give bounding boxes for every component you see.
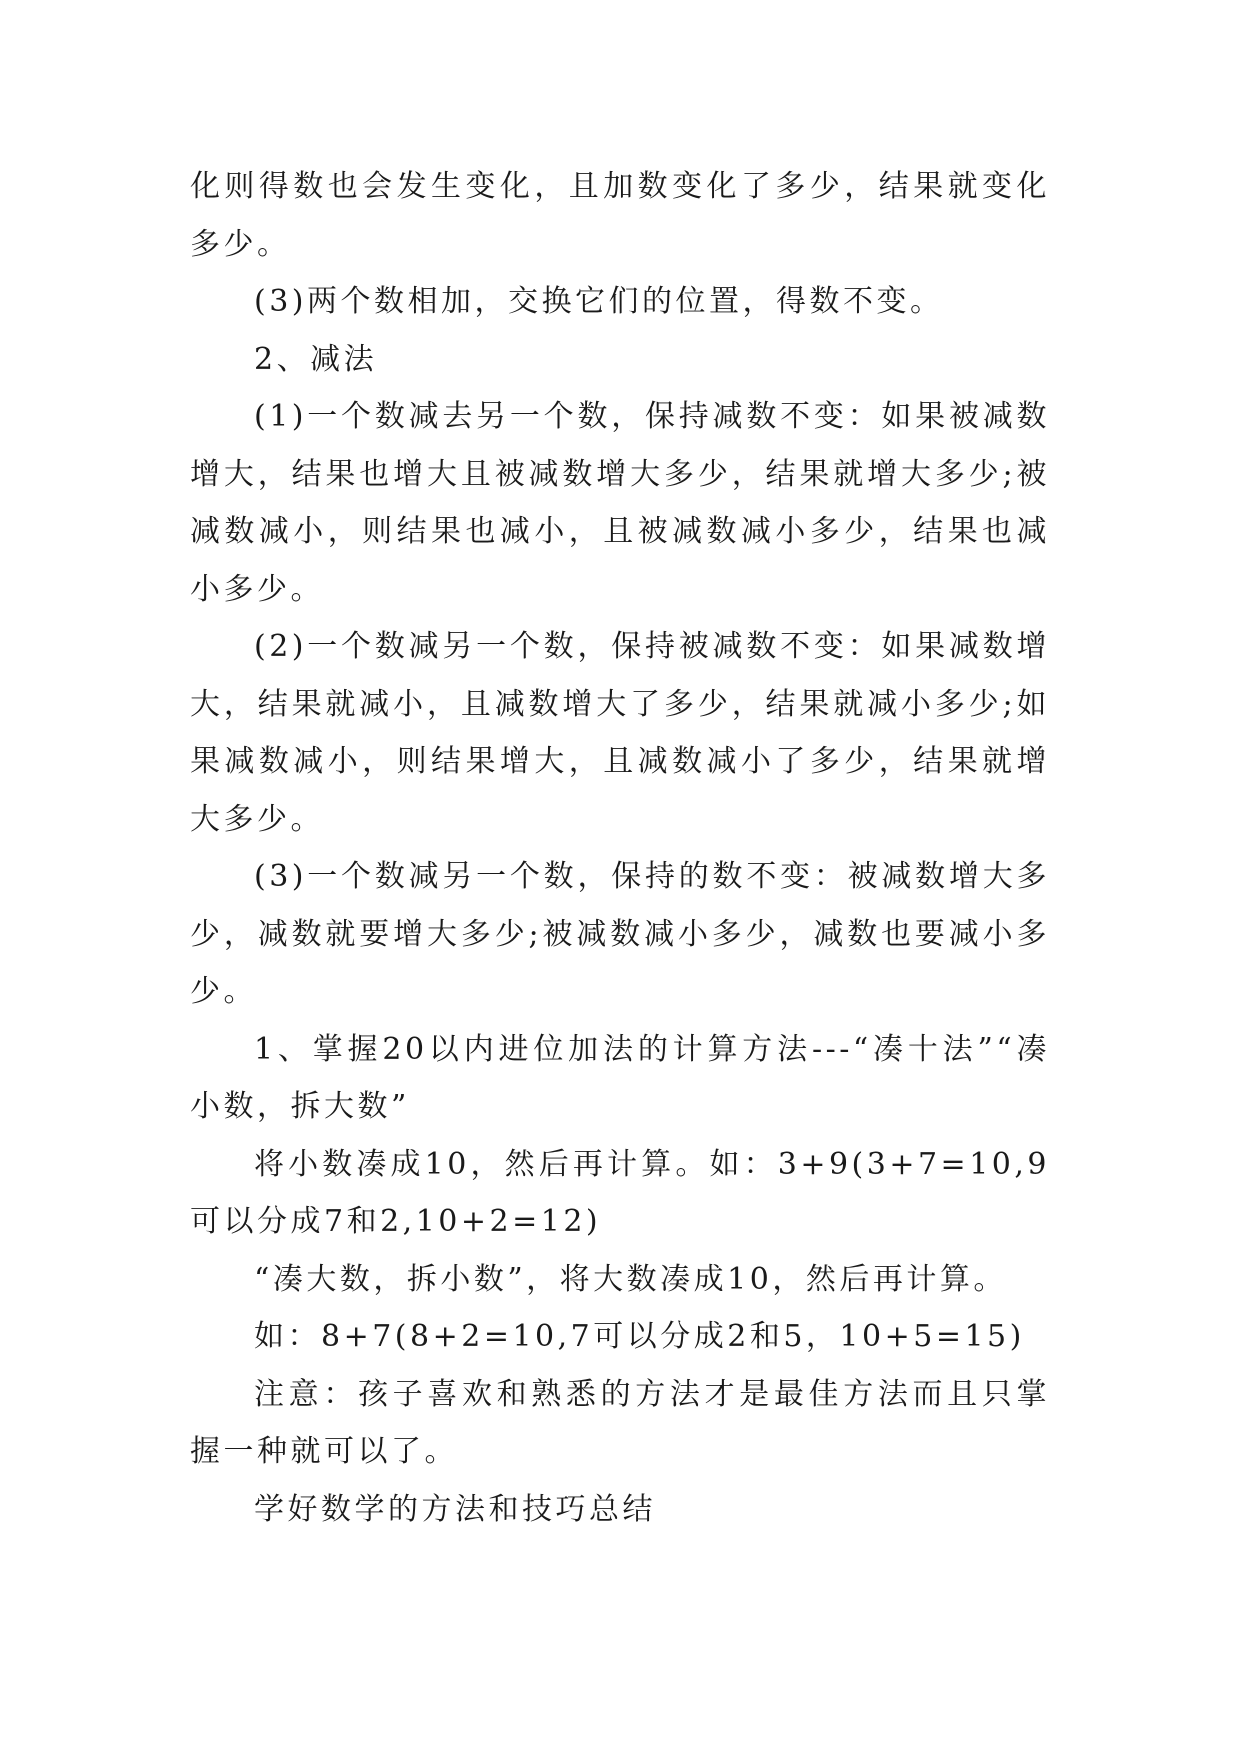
- section-heading-subtraction: 2、减法: [254, 341, 378, 377]
- paragraph-make-ten-large-example: 如：8+7(8+2=10,7可以分成2和5，10+5=15): [254, 1319, 1025, 1354]
- paragraph-subtraction-rule-1: (1)一个数减去另一个数，保持减数不变：如果被减数增大，结果也增大且被减数增大多少，结果就增大多少;被减数减小，则结果也减小，且被减数减小多少，结果也减小多少。: [190, 399, 1050, 607]
- paragraph-make-ten-large: “凑大数，拆小数”，将大数凑成10，然后再计算。: [254, 1261, 1007, 1297]
- paragraph-subtraction-rule-2: (2)一个数减另一个数，保持被减数不变：如果减数增大，结果就减小，且减数增大了多少，结果就减小多少;如果减数减小，则结果增大，且减数减小了多少，结果就增大多少。: [190, 629, 1050, 837]
- paragraph-addition-rule-3: (3)两个数相加，交换它们的位置，得数不变。: [254, 284, 944, 319]
- paragraph-carry-addition-method: 1、掌握20以内进位加法的计算方法---“凑十法”“凑小数，拆大数”: [190, 1031, 1050, 1124]
- paragraph-make-ten-small-example: 将小数凑成10，然后再计算。如：3+9(3+7=10,9可以分成7和2,10+2=12): [190, 1146, 1050, 1239]
- document-body: [190, 158, 1050, 1538]
- paragraph-subtraction-rule-3: (3)一个数减另一个数，保持的数不变：被减数增大多少，减数就要增大多少;被减数减小多少，减数也要减小多少。: [190, 859, 1050, 1009]
- paragraph-closing-title: 学好数学的方法和技巧总结: [254, 1491, 656, 1527]
- paragraph-addition-change-end: 化则得数也会发生变化，且加数变化了多少，结果就变化多少。: [190, 169, 1050, 262]
- paragraph-note: 注意：孩子喜欢和熟悉的方法才是最佳方法而且只掌握一种就可以了。: [190, 1376, 1050, 1469]
